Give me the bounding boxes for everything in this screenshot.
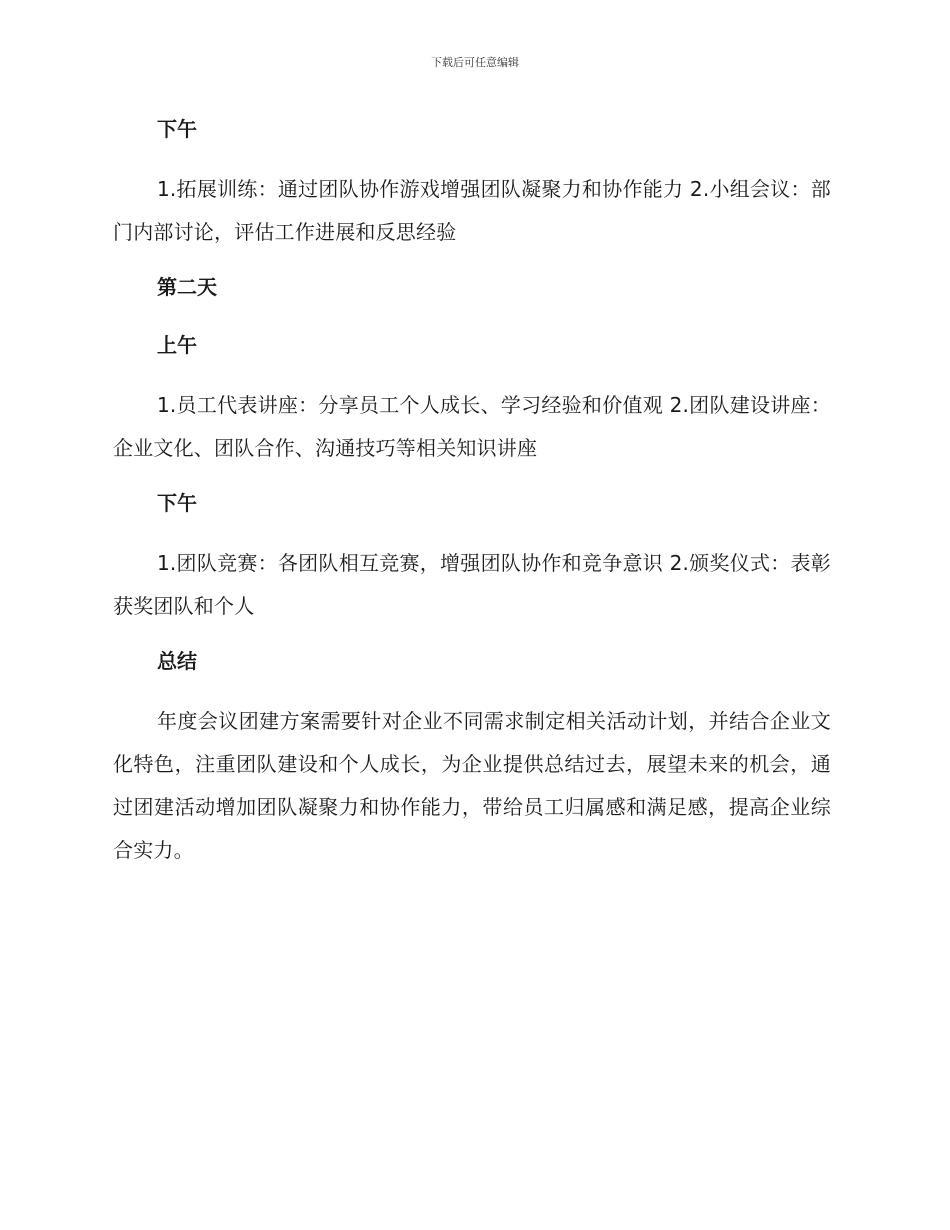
section-heading-afternoon-day1: 下午 [157, 117, 197, 141]
header-note: 下载后可任意编辑 [431, 56, 519, 69]
section-heading-summary: 总结 [157, 649, 197, 673]
section-heading-afternoon-day2: 下午 [157, 491, 197, 515]
paragraph-morning-activities-day2: 1.员工代表讲座：分享员工个人成长、学习经验和价值观 2.团队建设讲座：企业文化、团队合作、沟通技巧等相关知识讲座 [113, 393, 831, 460]
section-heading-day2: 第二天 [157, 275, 217, 299]
paragraph-afternoon-activities-day1: 1.拓展训练：通过团队协作游戏增强团队凝聚力和协作能力 2.小组会议：部门内部讨论，评估工作进展和反思经验 [113, 177, 831, 244]
document-body [113, 110, 831, 886]
paragraph-summary: 年度会议团建方案需要针对企业不同需求制定相关活动计划，并结合企业文化特色，注重团队建设和个人成长，为企业提供总结过去，展望未来的机会，通过团建活动增加团队凝聚力和协作能力，带给员工归属感和满足感，提高企业综合实力。 [113, 709, 831, 862]
section-heading-morning-day2: 上午 [157, 333, 197, 357]
paragraph-afternoon-activities-day2: 1.团队竞赛：各团队相互竞赛，增强团队协作和竞争意识 2.颁奖仪式：表彰获奖团队和个人 [113, 551, 831, 618]
